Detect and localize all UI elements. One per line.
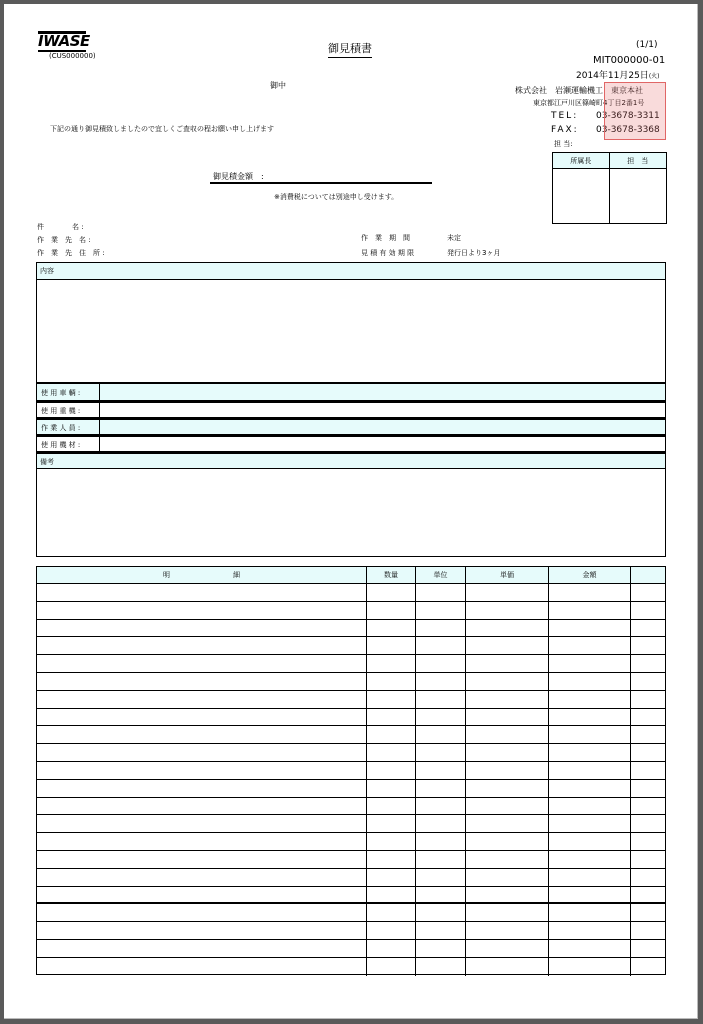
table-cell[interactable]: [416, 887, 466, 903]
table-row[interactable]: [37, 833, 665, 851]
remarks-body[interactable]: [36, 469, 666, 557]
table-cell[interactable]: [37, 958, 367, 976]
table-cell[interactable]: [367, 691, 416, 708]
person-label: 担 当:: [554, 140, 573, 148]
table-cell[interactable]: [466, 815, 549, 832]
table-cell[interactable]: [466, 851, 549, 868]
table-cell[interactable]: [549, 620, 631, 637]
table-cell[interactable]: [37, 851, 367, 868]
detail-table-body: [37, 584, 665, 976]
table-cell[interactable]: [631, 673, 665, 690]
table-row[interactable]: [37, 620, 665, 638]
table-cell[interactable]: [466, 744, 549, 761]
table-cell[interactable]: [631, 887, 665, 903]
approval-stamp-manager[interactable]: [553, 169, 610, 223]
table-cell[interactable]: [416, 780, 466, 797]
table-cell[interactable]: [367, 869, 416, 886]
col-unit-header: 単位: [416, 567, 466, 583]
table-cell[interactable]: [416, 958, 466, 976]
table-cell[interactable]: [466, 798, 549, 815]
table-cell[interactable]: [549, 904, 631, 921]
table-row[interactable]: [37, 726, 665, 744]
table-cell[interactable]: [549, 584, 631, 601]
approval-head-person: 担 当: [610, 153, 667, 169]
table-cell[interactable]: [631, 655, 665, 672]
table-row[interactable]: [37, 691, 665, 709]
table-cell[interactable]: [416, 655, 466, 672]
company-name: 株式会社 岩瀬運輸機工 東京本社: [515, 86, 643, 95]
document-title: 御見積書: [328, 40, 372, 58]
table-row[interactable]: [37, 851, 665, 869]
table-cell[interactable]: [37, 922, 367, 939]
table-cell[interactable]: [631, 762, 665, 779]
table-cell[interactable]: [416, 691, 466, 708]
table-cell[interactable]: [416, 869, 466, 886]
table-cell[interactable]: [37, 655, 367, 672]
usage-divider-1: [99, 383, 100, 401]
company-address: 東京都江戸川区篠崎町4丁目2番1号: [533, 99, 645, 107]
table-cell[interactable]: [549, 780, 631, 797]
col-extra-header: [631, 567, 665, 583]
table-cell[interactable]: [631, 620, 665, 637]
table-cell[interactable]: [37, 673, 367, 690]
table-cell[interactable]: [466, 904, 549, 921]
table-cell[interactable]: [631, 815, 665, 832]
col-price-header: 単価: [466, 567, 549, 583]
usage-heavy-label: 使 用 重 機 :: [41, 407, 81, 415]
table-cell[interactable]: [549, 762, 631, 779]
content-header: [36, 262, 666, 280]
table-cell[interactable]: [466, 726, 549, 743]
table-cell[interactable]: [367, 904, 416, 921]
table-cell[interactable]: [367, 815, 416, 832]
table-cell[interactable]: [367, 637, 416, 654]
table-cell[interactable]: [367, 798, 416, 815]
company-logo: IWASE: [38, 32, 90, 50]
table-cell[interactable]: [37, 833, 367, 850]
table-cell[interactable]: [466, 887, 549, 903]
approval-head-manager: 所属長: [553, 153, 610, 169]
table-row[interactable]: [37, 815, 665, 833]
table-cell[interactable]: [466, 620, 549, 637]
table-cell[interactable]: [466, 922, 549, 939]
table-cell[interactable]: [37, 904, 367, 921]
table-cell[interactable]: [367, 709, 416, 726]
table-cell[interactable]: [367, 922, 416, 939]
validity-value: 発行日より3ヶ月: [447, 249, 501, 257]
remarks-label: 備考: [40, 458, 54, 466]
table-row[interactable]: [37, 673, 665, 691]
table-cell[interactable]: [631, 851, 665, 868]
table-cell[interactable]: [631, 744, 665, 761]
table-row[interactable]: [37, 869, 665, 887]
table-cell[interactable]: [631, 691, 665, 708]
table-cell[interactable]: [367, 655, 416, 672]
table-cell[interactable]: [367, 602, 416, 619]
table-cell[interactable]: [416, 798, 466, 815]
col-detail-header: 明 細: [37, 567, 367, 583]
table-cell[interactable]: [367, 673, 416, 690]
table-cell[interactable]: [367, 851, 416, 868]
usage-vehicle-label: 使 用 車 輌 :: [41, 389, 81, 397]
table-cell[interactable]: [37, 780, 367, 797]
table-row[interactable]: [37, 798, 665, 816]
table-cell[interactable]: [549, 869, 631, 886]
table-cell[interactable]: [367, 620, 416, 637]
table-cell[interactable]: [37, 637, 367, 654]
table-cell[interactable]: [631, 602, 665, 619]
table-row[interactable]: [37, 940, 665, 958]
table-cell[interactable]: [549, 602, 631, 619]
detail-table: [36, 566, 666, 975]
table-cell[interactable]: [631, 584, 665, 601]
table-cell[interactable]: [37, 887, 367, 903]
table-cell[interactable]: [466, 762, 549, 779]
page-indicator: (1/1): [636, 40, 658, 50]
work-site-label: 作 業 先 名 :: [37, 236, 91, 244]
table-cell[interactable]: [631, 709, 665, 726]
tax-note: ※消費税については別途申し受けます。: [274, 193, 399, 201]
table-cell[interactable]: [37, 726, 367, 743]
table-cell[interactable]: [416, 673, 466, 690]
col-qty-header: 数量: [367, 567, 416, 583]
table-cell[interactable]: [416, 584, 466, 601]
table-cell[interactable]: [367, 940, 416, 957]
table-cell[interactable]: [416, 762, 466, 779]
table-row[interactable]: [37, 922, 665, 940]
table-cell[interactable]: [631, 958, 665, 976]
table-row[interactable]: [37, 744, 665, 762]
table-row[interactable]: [37, 602, 665, 620]
usage-divider-3: [99, 418, 100, 435]
approval-stamp-person[interactable]: [610, 169, 667, 223]
table-row[interactable]: [37, 762, 665, 780]
table-cell[interactable]: [466, 637, 549, 654]
fax-number: 03-3678-3368: [596, 125, 660, 135]
table-cell[interactable]: [37, 940, 367, 957]
table-cell[interactable]: [37, 709, 367, 726]
table-cell[interactable]: [549, 958, 631, 976]
table-cell[interactable]: [466, 584, 549, 601]
detail-table-header: [37, 567, 665, 584]
table-cell[interactable]: [367, 744, 416, 761]
table-row[interactable]: [37, 637, 665, 655]
table-cell[interactable]: [416, 851, 466, 868]
estimate-number: MIT000000-01: [593, 55, 666, 66]
table-cell[interactable]: [549, 709, 631, 726]
table-cell[interactable]: [367, 833, 416, 850]
estimate-page: [4, 4, 698, 1019]
table-cell[interactable]: [37, 815, 367, 832]
table-cell[interactable]: [416, 709, 466, 726]
table-cell[interactable]: [416, 744, 466, 761]
validity-label: 見 積 有 効 期 限: [361, 249, 415, 257]
table-cell[interactable]: [631, 726, 665, 743]
table-cell[interactable]: [466, 673, 549, 690]
subject-label: 件 名 :: [37, 223, 84, 231]
table-cell[interactable]: [416, 726, 466, 743]
table-cell[interactable]: [631, 780, 665, 797]
table-cell[interactable]: [416, 602, 466, 619]
table-cell[interactable]: [631, 904, 665, 921]
usage-materials-row[interactable]: [36, 435, 666, 452]
tel-label: TEL:: [551, 111, 579, 121]
table-cell[interactable]: [37, 869, 367, 886]
recipient-suffix: 御中: [270, 81, 286, 90]
tel-number: 03-3678-3311: [596, 111, 660, 121]
usage-divider-2: [99, 401, 100, 418]
table-cell[interactable]: [466, 780, 549, 797]
issue-weekday: (火): [648, 73, 660, 80]
work-period-label: 作 業 期 間: [361, 234, 410, 242]
table-cell[interactable]: [631, 798, 665, 815]
table-row[interactable]: [37, 887, 665, 905]
table-cell[interactable]: [37, 584, 367, 601]
table-cell[interactable]: [466, 869, 549, 886]
table-cell[interactable]: [367, 726, 416, 743]
usage-workers-row[interactable]: [36, 418, 666, 435]
table-cell[interactable]: [416, 922, 466, 939]
table-cell[interactable]: [37, 620, 367, 637]
table-row[interactable]: [37, 655, 665, 673]
table-cell[interactable]: [549, 655, 631, 672]
table-cell[interactable]: [367, 780, 416, 797]
table-row[interactable]: [37, 904, 665, 922]
table-cell[interactable]: [549, 887, 631, 903]
table-cell[interactable]: [631, 940, 665, 957]
work-period-value: 未定: [447, 234, 461, 242]
table-cell[interactable]: [367, 762, 416, 779]
table-row[interactable]: [37, 958, 665, 976]
table-cell[interactable]: [549, 637, 631, 654]
usage-divider-4: [99, 435, 100, 452]
issue-date-value: 2014年11月25日: [576, 71, 649, 81]
table-cell[interactable]: [549, 726, 631, 743]
table-cell[interactable]: [37, 744, 367, 761]
usage-heavy-row[interactable]: [36, 401, 666, 418]
table-cell[interactable]: [37, 762, 367, 779]
fax-label: FAX:: [551, 125, 579, 135]
table-cell[interactable]: [416, 904, 466, 921]
table-cell[interactable]: [549, 922, 631, 939]
table-cell[interactable]: [631, 869, 665, 886]
greeting-text: 下記の通り御見積致しましたので宜しくご査収の程お願い申し上げます: [50, 125, 274, 133]
usage-materials-label: 使 用 機 材 :: [41, 441, 81, 449]
work-address-label: 作 業 先 住 所 :: [37, 249, 105, 257]
table-cell[interactable]: [631, 922, 665, 939]
table-cell[interactable]: [466, 833, 549, 850]
table-cell[interactable]: [466, 958, 549, 976]
table-cell[interactable]: [37, 798, 367, 815]
table-cell[interactable]: [549, 851, 631, 868]
table-cell[interactable]: [416, 940, 466, 957]
table-cell[interactable]: [466, 602, 549, 619]
table-cell[interactable]: [466, 940, 549, 957]
table-cell[interactable]: [549, 798, 631, 815]
table-cell[interactable]: [549, 744, 631, 761]
col-amount-header: 金額: [549, 567, 631, 583]
table-cell[interactable]: [416, 620, 466, 637]
table-cell[interactable]: [367, 887, 416, 903]
table-cell[interactable]: [466, 655, 549, 672]
table-cell[interactable]: [466, 691, 549, 708]
table-cell[interactable]: [549, 833, 631, 850]
table-row[interactable]: [37, 709, 665, 727]
amount-label: 御見積金額 :: [213, 172, 264, 181]
remarks-header: [36, 452, 666, 469]
table-cell[interactable]: [416, 815, 466, 832]
table-cell[interactable]: [466, 709, 549, 726]
usage-vehicle-row[interactable]: [36, 383, 666, 401]
table-cell[interactable]: [37, 602, 367, 619]
content-body[interactable]: [36, 279, 666, 383]
table-cell[interactable]: [367, 584, 416, 601]
table-cell[interactable]: [631, 833, 665, 850]
approval-box: [552, 152, 667, 224]
table-cell[interactable]: [416, 637, 466, 654]
table-row[interactable]: [37, 584, 665, 602]
table-cell[interactable]: [549, 940, 631, 957]
table-cell[interactable]: [416, 833, 466, 850]
content-label: 内容: [40, 267, 54, 275]
usage-workers-label: 作 業 人 員 :: [41, 424, 81, 432]
table-cell[interactable]: [549, 815, 631, 832]
table-cell[interactable]: [549, 691, 631, 708]
customer-code: (CUS000000): [49, 52, 96, 60]
table-row[interactable]: [37, 780, 665, 798]
table-cell[interactable]: [37, 691, 367, 708]
table-cell[interactable]: [631, 637, 665, 654]
table-cell[interactable]: [549, 673, 631, 690]
company-seal: [604, 82, 666, 140]
issue-date: [576, 68, 660, 81]
table-cell[interactable]: [367, 958, 416, 976]
amount-underline: [210, 182, 432, 184]
